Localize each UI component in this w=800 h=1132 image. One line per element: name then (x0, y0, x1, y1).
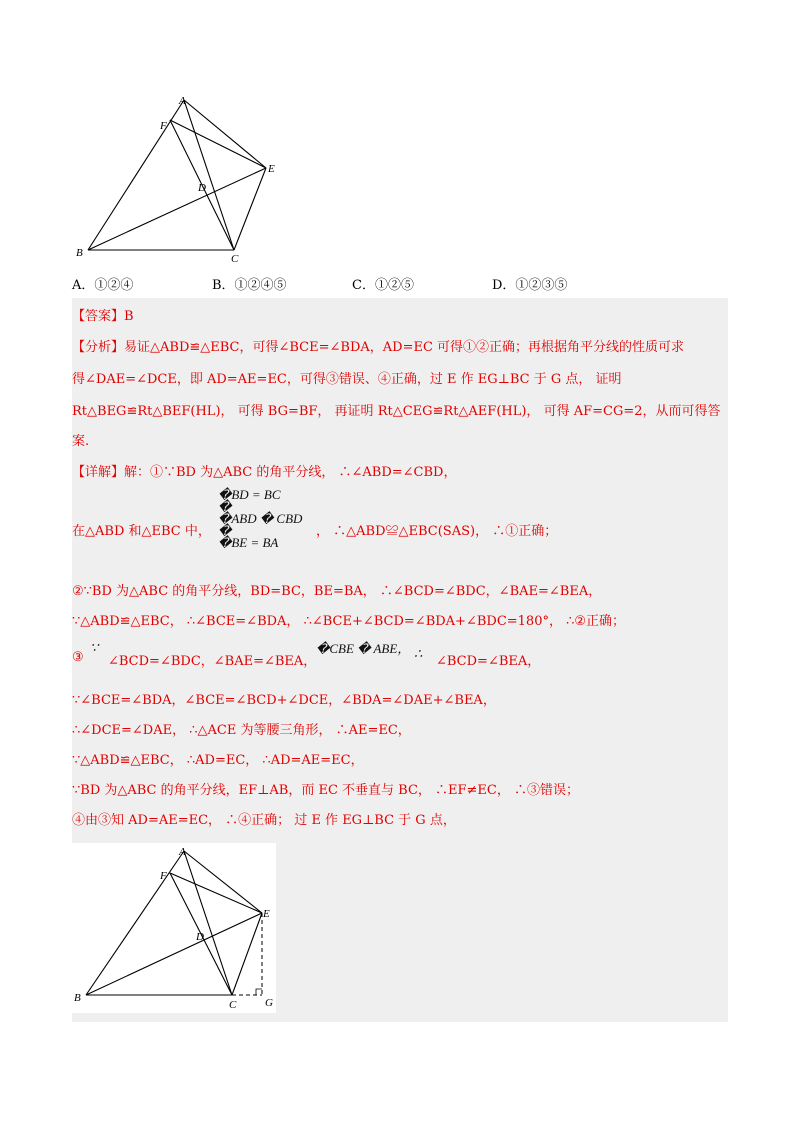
detail-line-3: ②∵BD 为△ABC 的角平分线，BD=BC，BE=BA， ∴∠BCD=∠BDC，∠BAE=∠BEA， (72, 584, 602, 599)
because-symbol: ∵ (90, 640, 99, 655)
label-D: D (196, 931, 204, 943)
brace-line-3: �ABD � CBD (218, 511, 303, 526)
label-A: A (179, 95, 186, 107)
detail-line-5-mid: ∠BCD=∠BDC，∠BAE=∠BEA， (108, 654, 317, 669)
detail-line-6: ∵∠BCE=∠BDA，∠BCE=∠BCD+∠DCE，∠BDA=∠DAE+∠BEA， (72, 693, 496, 708)
option-b: B．①②④⑤ (212, 278, 287, 293)
label-D: D (198, 182, 206, 194)
detail-line-5-end: ∠BCD=∠BEA， (436, 654, 541, 669)
option-a: A．①②④ (72, 278, 134, 293)
label-G: G (265, 997, 273, 1009)
analysis-line-2: 得∠DAE=∠DCE，即 AD=AE=EC，可得③错误、④正确，过 E 作 EG⊥BC 于 G 点， 证明 (72, 372, 622, 387)
congruence-conditions (218, 486, 318, 550)
geometry-figure-1 (72, 92, 292, 268)
label-E: E (268, 163, 275, 175)
detail-line-7: ∴∠DCE=∠DAE， ∴△ACE 为等腰三角形， ∴AE=EC， (72, 723, 411, 738)
geometry-figure-2 (72, 843, 276, 1013)
brace-line-1: �BD = BC (218, 487, 281, 502)
detail-line-8: ∵△ABD≌△EBC， ∴AD=EC， ∴AD=AE=EC， (72, 753, 364, 768)
label-F: F (160, 870, 167, 882)
analysis-line-4: 案. (72, 434, 90, 449)
label-C: C (229, 999, 237, 1011)
analysis-line-3: Rt△BEG≌Rt△BEF(HL)， 可得 BG=BF， 再证明 Rt△CEG≌Rt△AEF(HL)， 可得 AF=CG=2，从而可得答 (72, 404, 721, 419)
detail-line-5-start: ③ (72, 650, 84, 665)
label-F: F (160, 120, 167, 132)
detail-line-2-right: ， ∴△ABD≌△EBC(SAS)， ∴①正确； (316, 524, 558, 539)
label-C: C (231, 253, 239, 265)
option-d: D．①②③⑤ (492, 278, 568, 293)
analysis-line-1: 【分析】易证△ABD≌△EBC，可得∠BCE=∠BDA，AD=EC 可得①②正确；再根据角平分线的性质可求 (72, 340, 685, 355)
brace-line-4: � (218, 523, 232, 538)
option-c: C．①②⑤ (352, 278, 414, 293)
brace-line-5: �BE = BA (218, 535, 279, 550)
answer-options (72, 274, 732, 294)
label-A: A (179, 846, 186, 858)
detail-line-2-left: 在△ABD 和△EBC 中， (72, 524, 211, 539)
detail-line-4: ∵△ABD≌△EBC， ∴∠BCE=∠BDA， ∴∠BCE+∠BCD=∠BDA+∠BDC=180°， ∴②正确； (72, 614, 626, 629)
detail-line-5-black: �CBE � ABE， (316, 641, 411, 656)
detail-line-9: ∵BD 为△ABC 的角平分线，EF⊥AB，而 EC 不垂直与 BC， ∴EF≠EC， ∴③错误； (72, 783, 579, 798)
therefore-symbol: ∴ (414, 646, 423, 661)
label-B: B (76, 247, 83, 259)
answer-line: 【答案】B (72, 309, 134, 324)
detail-line-1: 【详解】解：①∵BD 为△ABC 的角平分线， ∴∠ABD=∠CBD， (72, 465, 457, 480)
brace-line-2: � (218, 499, 232, 514)
label-B: B (74, 992, 81, 1004)
label-E: E (263, 908, 270, 920)
detail-line-10: ④由③知 AD=AE=EC， ∴④正确； 过 E 作 EG⊥BC 于 G 点， (72, 813, 456, 828)
